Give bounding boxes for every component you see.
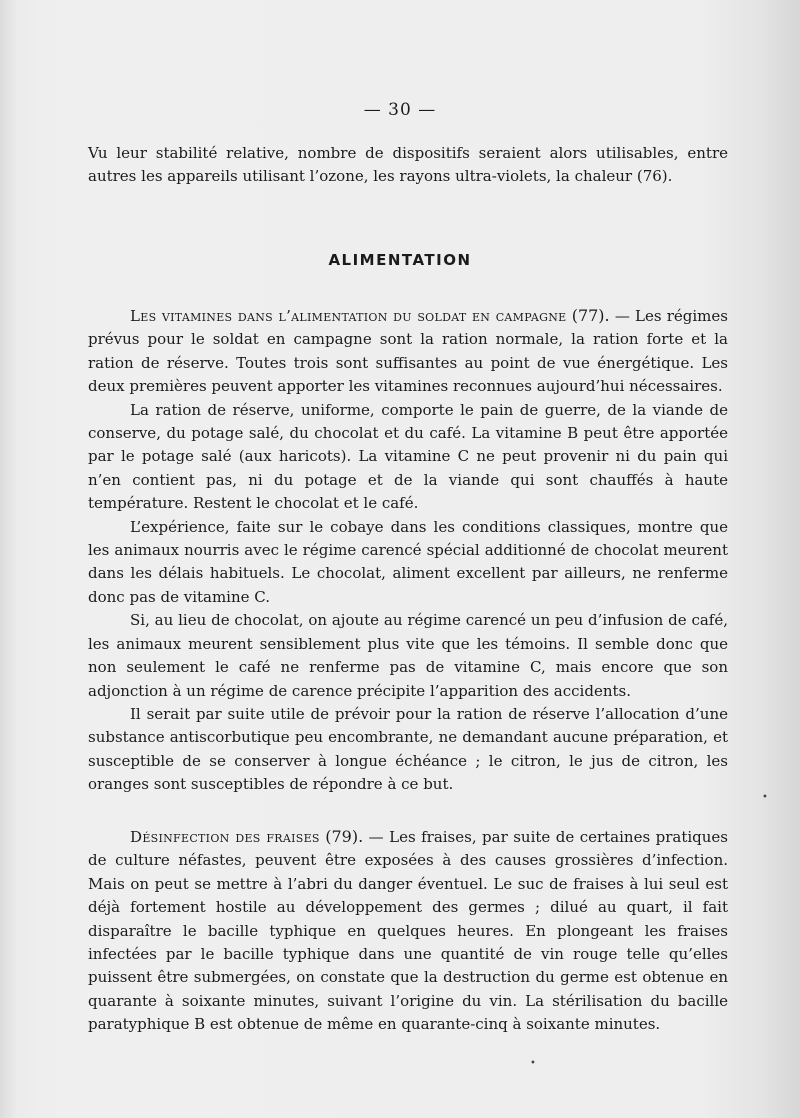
intro-paragraph: Vu leur stabilité relative, nombre de dispositifs seraient alors utilisables, entre autres les appareils utilisant l’ozone, les rayons ultra-violets, la chaleur (76). bbox=[88, 144, 728, 186]
fraises-paragraph bbox=[88, 825, 728, 1037]
vitamines-heading: Les vitamines dans l’alimentation du soldat en campagne bbox=[130, 307, 567, 325]
intro-block bbox=[88, 142, 728, 189]
alimentation-paragraph-1-text: — Les régimes prévus pour le soldat en campagne sont la ration normale, la ration forte et la ration de réserve. Toutes trois sont suffisantes au point de vue énergétique. Les deux premières peuvent apporter les vitamines reconnues aujourd’hui nécessaires. bbox=[88, 307, 728, 396]
fraises-paragraph-text: — Les fraises, par suite de certaines pratiques de culture néfastes, peuvent être exposées à des causes grossières d’infection. Mais on peut se mettre à l’abri du danger éventuel. Le suc de fraises à lui seul est déjà fortement hostile au développement des germes ; dilué au quart, il fait disparaître le bacille typhique en quelques heures. En plongeant les fraises infectées par le bacille typhique dans une quantité de vin rouge telle qu’elles puissent être submergées, on constate que la destruction du germe est obtenue en quarante à soixante minutes, suivant l’origine du vin. La stérilisation du bacille paratyphique B est obtenue de même en quarante-cinq à soixante minutes. bbox=[88, 828, 728, 1034]
fraises-section bbox=[88, 825, 728, 1037]
alimentation-paragraph-1 bbox=[88, 304, 728, 399]
section-title: ALIMENTATION bbox=[328, 251, 472, 269]
scan-speck-mark: • bbox=[762, 792, 768, 803]
page-number: — 30 — bbox=[363, 100, 437, 120]
alimentation-section bbox=[88, 304, 728, 797]
alimentation-paragraph-5: Il serait par suite utile de prévoir pour la ration de réserve l’allocation d’une substance antiscorbutique peu encombrante, ne demandant aucune préparation, et susceptible de se conserver à longue échéance ; le citron, le jus de citron, les oranges sont susceptibles de répondre à ce but. bbox=[88, 704, 728, 794]
scan-dot-mark: • bbox=[530, 1058, 536, 1069]
alimentation-paragraph-4: Si, au lieu de chocolat, on ajoute au régime carencé un peu d’infusion de café, les animaux meurent sensiblement plus vite que les témoins. Il semble donc que non seulement le café ne renferme pas de vitamine C, mais encore que son adjonction à un régime de carence précipite l’apparition des accidents. bbox=[88, 611, 728, 700]
fraises-reference: (79). bbox=[325, 827, 364, 846]
alimentation-paragraph-3: L’expérience, faite sur le cobaye dans les conditions classiques, montre que les animaux nourris avec le régime carencé spécial additionné de chocolat meurent dans les délais habituels. Le chocolat, aliment excellent par ailleurs, ne renferme donc pas de vitamine C. bbox=[88, 517, 728, 606]
vitamines-reference: (77). bbox=[571, 306, 610, 325]
fraises-heading: Désinfection des fraises bbox=[130, 828, 320, 846]
alimentation-paragraph-2: La ration de réserve, uniforme, comporte le pain de guerre, de la viande de conserve, du potage salé, du chocolat et du café. La vitamine B peut être apportée par le potage salé (aux haricots). La vitamine C ne peut provenir ni du pain qui n’en contient pas, ni du potage et de la viande qui sont chauffés à haute température. Restent le chocolat et le café. bbox=[88, 400, 728, 513]
